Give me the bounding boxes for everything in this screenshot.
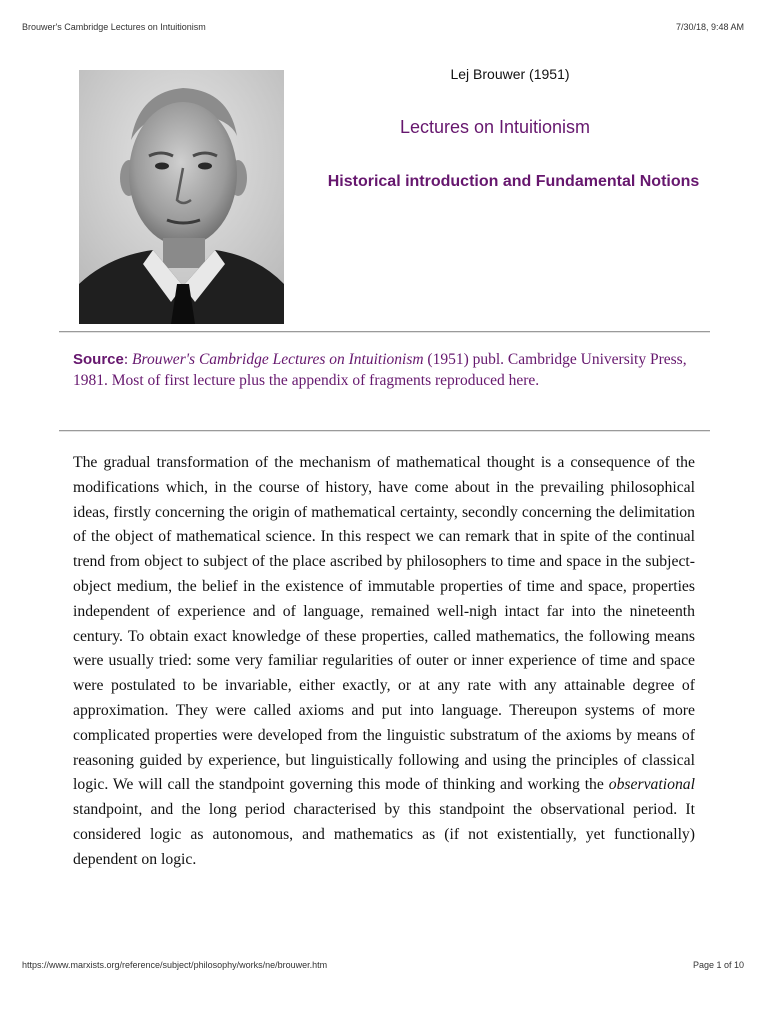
source-book-title: Brouwer's Cambridge Lectures on Intuitionism bbox=[132, 351, 424, 368]
body-text-before: The gradual transformation of the mechanism of mathematical thought is a consequence of the modifications which, in the course of history, have come about in the prevailing philosophical ideas, firstly concerning the origin of mathematical certainty, secondly concerning the delimitation of the object of mathematical science. In this respect we can remark that in spite of the continual trend from object to subject of the place ascribed by philosophers to time and space in the subject-object medium, the belief in the existence of immutable properties of time and space, properties independent of experience and of language, remained well-nigh intact far into the nineteenth century. To obtain exact knowledge of these properties, called mathematics, the following means were usually tried: some very familiar regularities of outer or inner experience of time and space were postulated to be invariable, either exactly, or at any rate with any attainable degree of approximation. They were called axioms and put into language. Thereupon systems of more complicated properties were developed from the linguistic substratum of the axioms by means of reasoning guided by experience, but linguistically following and using the principles of classical logic. We will call the standpoint governing this mode of thinking and working the bbox=[73, 454, 695, 794]
print-header-datetime: 7/30/18, 9:48 AM bbox=[675, 22, 744, 32]
body-paragraph bbox=[73, 451, 695, 873]
author-portrait bbox=[79, 70, 284, 324]
source-label: Source bbox=[73, 351, 124, 368]
author-heading: Lej Brouwer (1951) bbox=[450, 66, 570, 82]
print-footer-page: Page 1 of 10 bbox=[692, 960, 744, 970]
body-text-after: standpoint, and the long period characterised by this standpoint the observational period. It considered logic as autonomous, and mathematics as (if not existentially, yet functionally) dependent on logic. bbox=[73, 801, 695, 868]
divider-top bbox=[59, 331, 710, 333]
page-subtitle: Historical introduction and Fundamental Notions bbox=[327, 173, 700, 190]
divider-bottom bbox=[59, 430, 710, 432]
body-emphasis: observational bbox=[608, 776, 695, 794]
print-header-title: Brouwer's Cambridge Lectures on Intuitionism bbox=[22, 22, 206, 32]
source-colon: : bbox=[123, 351, 133, 368]
print-footer-url: https://www.marxists.org/reference/subject/philosophy/works/ne/brouwer.htm bbox=[22, 960, 328, 970]
source-details: (1951) publ. Cambridge University Press, 1981. Most of first lecture plus the appendix of fragments reproduced here. bbox=[73, 351, 687, 389]
source-note bbox=[73, 350, 693, 391]
page-title: Lectures on Intuitionism bbox=[399, 117, 591, 137]
